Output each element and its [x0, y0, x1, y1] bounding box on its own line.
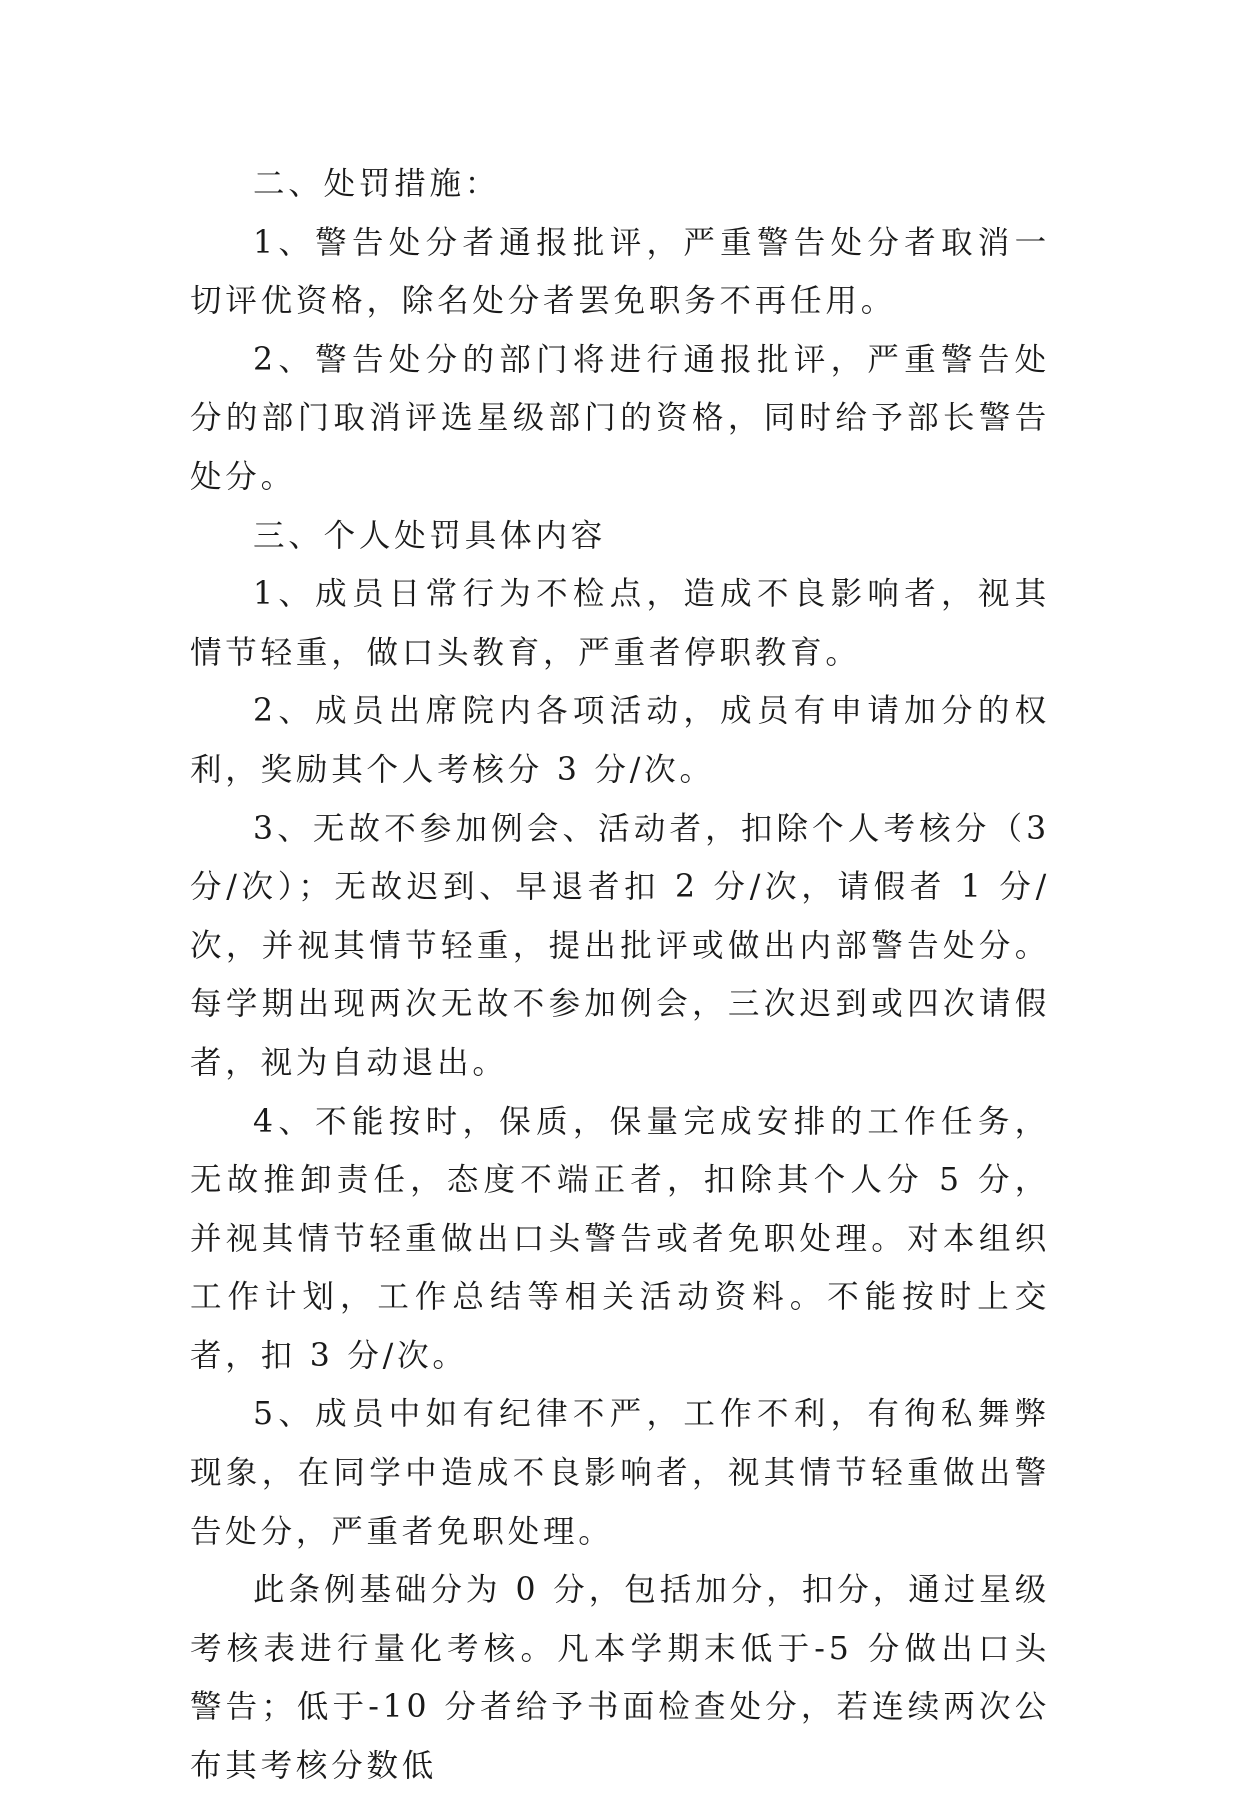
- paragraph-individual-4: 4、不能按时，保质，保量完成安排的工作任务，无故推卸责任，态度不端正者，扣除其个人分 5 分，并视其情节轻重做出口头警告或者免职处理。对本组织工作计划，工作总结等相关活动资料。不能按时上交者，扣 3 分/次。: [190, 1103, 1050, 1374]
- paragraph-penalty-1: 1、警告处分者通报批评，严重警告处分者取消一切评优资格，除名处分者罢免职务不再任用。: [190, 224, 1050, 320]
- document-body: [190, 155, 1050, 1796]
- paragraph-scoring-rules: 此条例基础分为 0 分，包括加分，扣分，通过星级考核表进行量化考核。凡本学期末低于-5 分做出口头警告；低于-10 分者给予书面检查处分，若连续两次公布其考核分数低: [190, 1572, 1050, 1785]
- paragraph-individual-2: 2、成员出席院内各项活动，成员有申请加分的权利，奖励其个人考核分 3 分/次。: [190, 693, 1050, 788]
- paragraph-individual-1: 1、成员日常行为不检点，造成不良影响者，视其情节轻重，做口头教育，严重者停职教育。: [190, 576, 1050, 671]
- section-heading-individual-penalties: 三、个人处罚具体内容: [253, 517, 607, 554]
- paragraph-penalty-2: 2、警告处分的部门将进行通报批评，严重警告处分的部门取消评选星级部门的资格，同时给予部长警告处分。: [190, 341, 1050, 495]
- paragraph-individual-5: 5、成员中如有纪律不严，工作不利，有徇私舞弊现象，在同学中造成不良影响者，视其情节轻重做出警告处分，严重者免职处理。: [190, 1396, 1050, 1550]
- paragraph-individual-3: 3、无故不参加例会、活动者，扣除个人考核分（3 分/次）；无故迟到、早退者扣 2 分/次，请假者 1 分/次，并视其情节轻重，提出批评或做出内部警告处分。每学期出现两次无故不参加例会，三次迟到或四次请假者，视为自动退出。: [190, 810, 1050, 1081]
- section-heading-penalty-measures: 二、处罚措施：: [253, 166, 501, 202]
